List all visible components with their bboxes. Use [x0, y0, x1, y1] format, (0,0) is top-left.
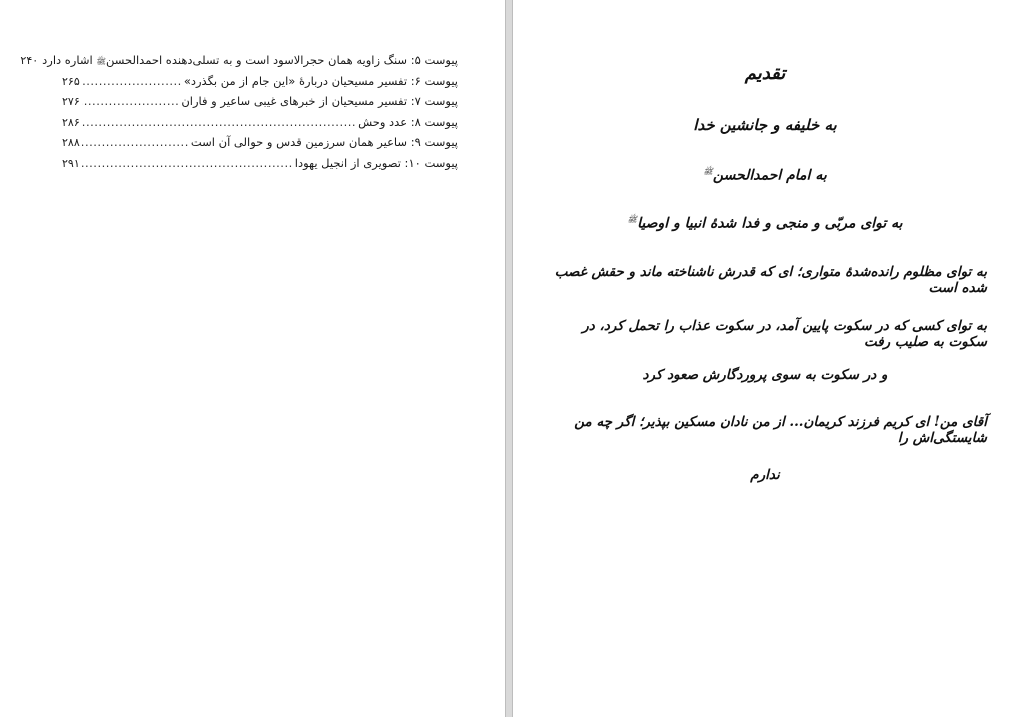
toc-entry[interactable]: [62, 115, 458, 136]
toc-leader-dots: [82, 135, 189, 149]
honorific-mark: ﷺ: [627, 215, 638, 224]
toc-leader-dots: [82, 115, 356, 129]
dedication-paragraph-line: و در سکوت به سوی پروردگارش صعود کرد: [642, 367, 888, 383]
toc-page-number: ۲۸۸: [62, 136, 80, 149]
toc-leader-dots: [82, 156, 293, 170]
toc-page-number: ۲۹۱: [62, 156, 80, 170]
toc-page-number: ۲۷۶: [62, 95, 80, 108]
toc-entry-title: پیوست ۷: تفسیر مسیحیان از خبرهای غیبی ساعیر و فاران: [181, 94, 458, 108]
toc-entry-title: پیوست ۶: تفسیر مسیحیان دربارهٔ «این جام از من بگذرد»: [183, 73, 458, 88]
toc-entry[interactable]: [62, 135, 458, 156]
page-edge-left: [505, 0, 506, 717]
toc-entry[interactable]: [62, 94, 458, 115]
dedication-line: به توای مربّی و منجی و فدا شدهٔ انبیا و اوصیا$^ﷺ$: [627, 215, 903, 232]
toc-entry[interactable]: [62, 74, 458, 95]
toc-entry-title: پیوست ۱۰: تصویری از انجیل یهودا: [294, 155, 458, 170]
dedication-paragraph-line: به توای مظلوم رانده‌شدهٔ متواری؛ ای که قدرش ناشناخته ماند و حقش غصب شده است: [554, 264, 987, 296]
toc-entry-title: پیوست ۵: سنگ زاویه همان حجرالاسود است و به تسلی‌دهنده احمدالحسنﷺ اشاره دارد: [42, 53, 458, 67]
toc-page-number: ۲۶۵: [62, 74, 80, 88]
dedication-paragraph-line: ندارم: [750, 467, 780, 483]
toc-entry-title: پیوست ۸: عدد وحش: [358, 114, 458, 129]
toc-leader-dots: [82, 94, 180, 108]
right-page: [513, 0, 1017, 717]
dedication-line: به امام احمدالحسن$^ﷺ$: [703, 167, 827, 184]
toc-page-number: ۲۴۰: [20, 54, 39, 67]
toc-entry[interactable]: [20, 53, 458, 74]
dedication-paragraph-line: به توای کسی که در سکوت پایین آمد، در سکوت عذاب را تحمل کرد، در سکوت به صلیب رفت: [582, 318, 987, 350]
toc-entry-title: پیوست ۹: ساعیر همان سرزمین قدس و حوالی آن است: [190, 135, 458, 149]
honorific-mark: ﷺ: [703, 167, 713, 176]
toc-page-number: ۲۸۶: [62, 115, 80, 129]
table-of-contents: [20, 53, 458, 176]
toc-leader-dots: [82, 74, 182, 88]
dedication-line: به خلیفه و جانشین خدا: [693, 116, 837, 134]
left-page: [0, 0, 505, 717]
dedication-heading: تقدیم: [744, 63, 786, 84]
honorific-mark: ﷺ: [96, 57, 107, 66]
toc-entry[interactable]: [62, 156, 458, 177]
dedication-paragraph-line: آقای من! ای کریم فرزند کریمان... از من نادان مسکین بپذیر؛ اگر چه من شایستگی‌اش را: [574, 414, 987, 446]
